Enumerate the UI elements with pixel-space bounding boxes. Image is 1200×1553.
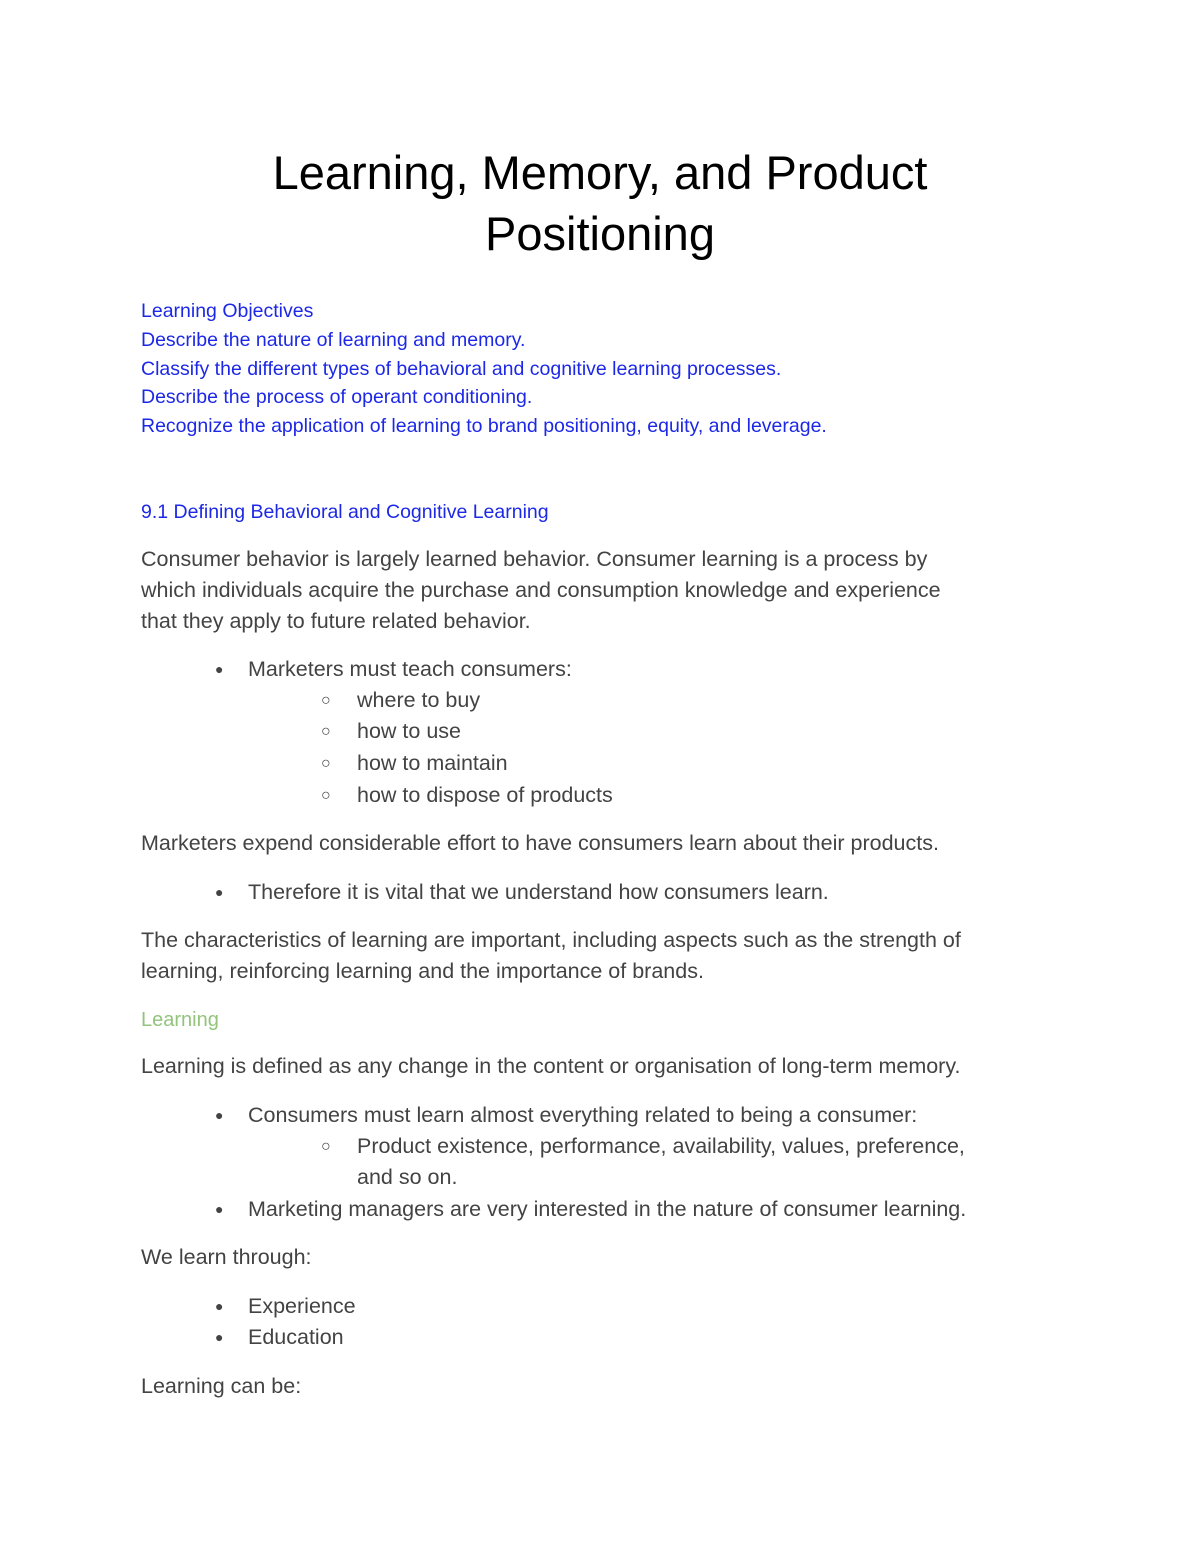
list-item-text: Marketing managers are very interested in the nature of consumer learning.	[248, 1197, 967, 1221]
list-item-text: Marketers must teach consumers:	[248, 657, 572, 681]
list-item	[215, 1100, 918, 1131]
sub-list-item-text: how to maintain	[357, 751, 508, 775]
title-line-2: Positioning	[485, 207, 715, 260]
bullet-hollow-icon: ○	[321, 787, 331, 804]
page-title	[0, 142, 1200, 264]
characteristics-line: learning, reinforcing learning and the importance of brands.	[141, 959, 704, 983]
bullet-filled-icon: ●	[215, 884, 224, 900]
bullet-filled-icon: ●	[215, 1201, 224, 1217]
bullet-hollow-icon: ○	[321, 755, 331, 772]
intro-line: Consumer behavior is largely learned behavior. Consumer learning is a process by	[141, 547, 928, 571]
sub-list-item-continuation	[357, 1162, 457, 1193]
bullet-hollow-icon: ○	[321, 1138, 331, 1155]
objective-item: Recognize the application of learning to brand positioning, equity, and leverage.	[141, 415, 827, 437]
bullet-filled-icon: ●	[215, 1329, 224, 1345]
intro-line: that they apply to future related behavior.	[141, 609, 531, 633]
intro-paragraph	[141, 544, 1061, 637]
sub-list-item	[321, 748, 508, 779]
sub-list-item-text: and so on.	[357, 1165, 458, 1189]
bullet-filled-icon: ●	[215, 1107, 224, 1123]
objective-item: Describe the nature of learning and memory.	[141, 329, 526, 351]
list-item-text: Therefore it is vital that we understand how consumers learn.	[248, 880, 829, 904]
list-item	[215, 1194, 967, 1225]
characteristics-paragraph	[141, 925, 1061, 987]
sub-list-item	[321, 685, 481, 716]
section-heading-9-1: 9.1 Defining Behavioral and Cognitive Learning	[141, 501, 549, 523]
sub-list-item	[321, 780, 613, 811]
bullet-hollow-icon: ○	[321, 723, 331, 740]
objective-item: Classify the different types of behavioral and cognitive learning processes.	[141, 358, 782, 380]
list-item	[215, 654, 572, 685]
sub-list-item-text: where to buy	[357, 688, 481, 712]
sub-list-item-text: how to use	[357, 719, 461, 743]
learning-can-be-label: Learning can be:	[141, 1374, 302, 1398]
objectives-heading: Learning Objectives	[141, 300, 314, 322]
title-line-1: Learning, Memory, and Product	[272, 146, 928, 199]
list-item	[215, 1322, 344, 1353]
list-item-text: Consumers must learn almost everything related to being a consumer:	[248, 1103, 918, 1127]
list-item-text: Experience	[248, 1294, 356, 1318]
list-item	[215, 1291, 356, 1322]
bullet-hollow-icon: ○	[321, 692, 331, 709]
learn-through-label: We learn through:	[141, 1245, 312, 1269]
objective-item: Describe the process of operant conditioning.	[141, 386, 533, 408]
sub-list-item	[321, 716, 461, 747]
sub-list-item-text: Product existence, performance, availability, values, preference,	[357, 1134, 965, 1158]
learning-heading: Learning	[141, 1009, 219, 1031]
bullet-filled-icon: ●	[215, 661, 224, 677]
bullet-filled-icon: ●	[215, 1298, 224, 1314]
characteristics-line: The characteristics of learning are important, including aspects such as the strength of	[141, 928, 961, 952]
intro-line: which individuals acquire the purchase and consumption knowledge and experience	[141, 578, 941, 602]
list-item-text: Education	[248, 1325, 344, 1349]
sub-list-item-text: how to dispose of products	[357, 783, 613, 807]
effort-paragraph: Marketers expend considerable effort to have consumers learn about their products.	[141, 831, 939, 855]
learning-definition: Learning is defined as any change in the content or organisation of long-term memory.	[141, 1054, 961, 1078]
sub-list-item	[321, 1131, 965, 1162]
list-item	[215, 877, 829, 908]
